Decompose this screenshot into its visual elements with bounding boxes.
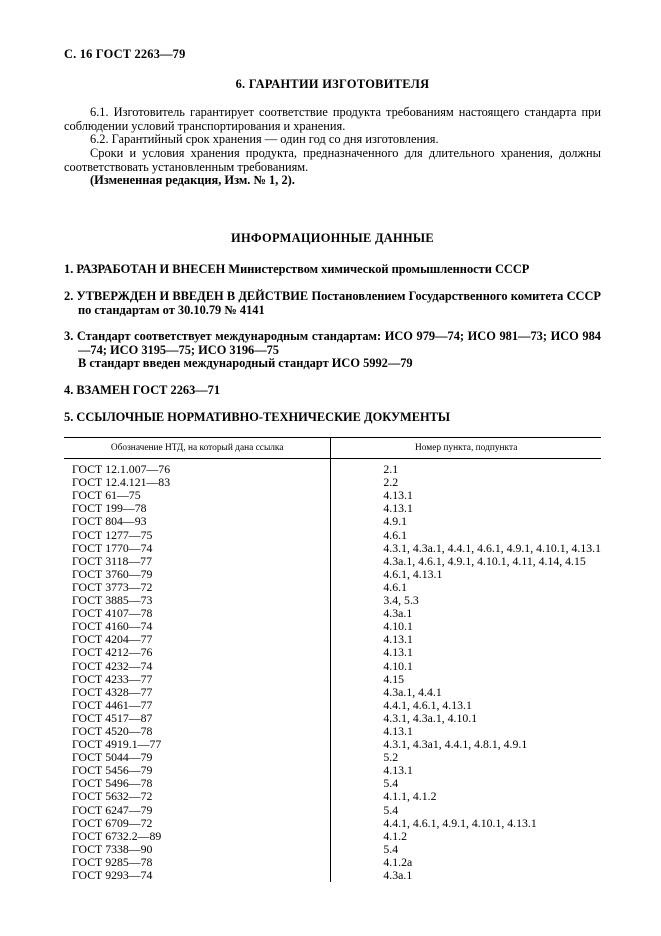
clause-numbers-cell: 4.13.1 (383, 632, 413, 647)
ntd-designation-cell: ГОСТ 4212—76 (64, 646, 331, 659)
ntd-designation-cell: ГОСТ 1277—75 (64, 529, 331, 542)
ntd-designation-cell: ГОСТ 3760—79 (64, 568, 331, 581)
para-amended-note: (Измененная редакция, Изм. № 1, 2). (90, 173, 295, 188)
ntd-designation-cell: ГОСТ 4919.1—77 (64, 738, 331, 751)
clause-numbers-cell: 2.2 (383, 475, 399, 490)
clause-numbers-cell: 4.13.1 (383, 763, 413, 778)
clause-numbers-cell: 4.4.1, 4.6.1, 4.9.1, 4.10.1, 4.13.1 (383, 815, 537, 830)
info-item-5 (64, 411, 601, 425)
ntd-designation-cell: ГОСТ 3773—72 (64, 581, 331, 594)
ntd-designation-cell: ГОСТ 6247—79 (64, 804, 331, 817)
table-row (64, 555, 601, 568)
section-6-title: 6. ГАРАНТИИ ИЗГОТОВИТЕЛЯ (235, 76, 430, 91)
ntd-designation-cell: ГОСТ 6709—72 (64, 817, 331, 830)
table-row (64, 869, 601, 882)
info-items-list (64, 263, 601, 424)
clause-numbers-cell: 4.6.1 (383, 579, 407, 594)
table-row (64, 686, 601, 699)
clause-numbers-cell: 5.2 (383, 750, 399, 765)
clause-numbers-cell: 2.1 (383, 462, 399, 477)
clause-numbers-cell: 4.15 (383, 671, 405, 686)
clause-numbers-cell: 4.13.1 (383, 488, 413, 503)
clause-numbers-cell: 4.3а.1, 4.4.1 (383, 684, 442, 699)
info-item-2 (64, 290, 601, 317)
table-row (64, 712, 601, 725)
info-item-line: 5. ССЫЛОЧНЫЕ НОРМАТИВНО-ТЕХНИЧЕСКИЕ ДОКУМЕНТЫ (64, 409, 451, 424)
ntd-designation-cell: ГОСТ 4232—74 (64, 660, 331, 673)
ntd-designation-cell: ГОСТ 5632—72 (64, 790, 331, 803)
ntd-table-body (64, 459, 601, 883)
ntd-designation-cell: ГОСТ 9285—78 (64, 856, 331, 869)
table-row (64, 542, 601, 555)
table-row (64, 459, 601, 477)
ntd-designation-cell: ГОСТ 4204—77 (64, 633, 331, 646)
table-row (64, 843, 601, 856)
info-item-4 (64, 384, 601, 398)
table-row (64, 817, 601, 830)
clause-numbers-cell: 4.4.1, 4.6.1, 4.13.1 (383, 697, 472, 712)
info-item-line: В стандарт введен международный стандарт ИСО 5992—79 (78, 356, 413, 371)
ntd-designation-cell: ГОСТ 4520—78 (64, 725, 331, 738)
table-row (64, 568, 601, 581)
table-header-row (64, 438, 601, 459)
clause-numbers-cell: 4.1.1, 4.1.2 (383, 789, 437, 804)
ntd-designation-cell: ГОСТ 5456—79 (64, 764, 331, 777)
clause-numbers-cell: 5.4 (383, 841, 399, 856)
table-row (64, 646, 601, 659)
para-6-2: 6.2. Гарантийный срок хранения — один год со дня изготовления. (90, 132, 439, 147)
ntd-designation-cell: ГОСТ 12.4.121—83 (64, 476, 331, 489)
ntd-designation-cell: ГОСТ 804—93 (64, 515, 331, 528)
para-storage-conditions: Сроки и условия хранения продукта, предназначенного для длительного хранения, должны соответствовать установленным требованиям. (64, 145, 601, 174)
info-item-line: 4. ВЗАМЕН ГОСТ 2263—71 (64, 382, 221, 397)
ntd-designation-cell: ГОСТ 6732.2—89 (64, 830, 331, 843)
page-header-label: С. 16 ГОСТ 2263—79 (64, 47, 186, 61)
clause-numbers-cell: 4.1.2 (383, 828, 407, 843)
ntd-designation-cell: ГОСТ 4233—77 (64, 673, 331, 686)
ntd-designation-cell: ГОСТ 199—78 (64, 502, 331, 515)
clause-numbers-cell: 4.3.1, 4.3а1, 4.4.1, 4.8.1, 4.9.1 (383, 737, 528, 752)
clause-numbers-cell: 4.1.2а (383, 854, 413, 869)
clause-numbers-cell: 5.4 (383, 802, 399, 817)
ntd-designation-cell: ГОСТ 12.1.007—76 (64, 459, 331, 477)
para-6-1: 6.1. Изготовитель гарантирует соответствие продукта требованиям настоящего стандарта при соблюдении условий транспортирования и хранения. (64, 105, 601, 133)
table-row (64, 673, 601, 686)
clause-numbers-cell: 4.3.1, 4.3а.1, 4.10.1 (383, 710, 478, 725)
table-row (64, 830, 601, 843)
table-row (64, 529, 601, 542)
clause-numbers-cell: 4.3.1, 4.3а.1, 4.4.1, 4.6.1, 4.9.1, 4.10.1, 4.13.1 (383, 540, 601, 555)
ntd-designation-cell: ГОСТ 4461—77 (64, 699, 331, 712)
ntd-designation-cell: ГОСТ 5496—78 (64, 777, 331, 790)
clause-numbers-cell: 4.13.1 (383, 723, 413, 738)
ntd-designation-cell: ГОСТ 7338—90 (64, 843, 331, 856)
table-row (64, 804, 601, 817)
clause-numbers-cell: 4.6.1 (383, 527, 407, 542)
table-row (64, 699, 601, 712)
clause-numbers-cell: 5.4 (383, 776, 399, 791)
info-section-title: ИНФОРМАЦИОННЫЕ ДАННЫЕ (231, 230, 434, 245)
table-row (64, 660, 601, 673)
table-header-ntd-designation: Обозначение НТД, на который дана ссылка (64, 438, 331, 459)
ntd-designation-cell: ГОСТ 4328—77 (64, 686, 331, 699)
ntd-designation-cell: ГОСТ 3885—73 (64, 594, 331, 607)
table-row (64, 790, 601, 803)
ntd-designation-cell: ГОСТ 5044—79 (64, 751, 331, 764)
table-row (64, 515, 601, 528)
info-item-1 (64, 263, 601, 277)
clause-numbers-cell: 4.3а.1, 4.6.1, 4.9.1, 4.10.1, 4.11, 4.14, 4.15 (383, 553, 586, 568)
clause-numbers-cell: 4.6.1, 4.13.1 (383, 566, 443, 581)
table-row (64, 476, 601, 489)
info-item-3 (64, 330, 601, 371)
ntd-designation-cell: ГОСТ 61—75 (64, 489, 331, 502)
ntd-reference-table (64, 437, 601, 882)
table-header-clause-numbers: Номер пункта, подпункта (331, 438, 601, 459)
clause-numbers-cell: 4.9.1 (383, 514, 407, 529)
clause-numbers-cell: 4.3а.1 (383, 606, 413, 621)
clause-numbers-cell: 4.10.1 (383, 619, 413, 634)
info-item-line: 2. УТВЕРЖДЕН И ВВЕДЕН В ДЕЙСТВИЕ Постановлением Государственного комитета СССР по стандартам от 30.10.79 № 4141 (64, 288, 601, 317)
info-item-line: 3. Стандарт соответствует международным стандартам: ИСО 979—74; ИСО 981—73; ИСО 984—74; ИСО 3195—75; ИСО 3196—75 (64, 329, 601, 357)
info-item-line: 1. РАЗРАБОТАН И ВНЕСЕН Министерством химической промышленности СССР (64, 262, 530, 277)
clause-numbers-cell: 4.10.1 (383, 658, 413, 673)
clause-numbers-cell: 4.13.1 (383, 501, 413, 516)
ntd-designation-cell: ГОСТ 1770—74 (64, 542, 331, 555)
clause-numbers-cell: 3.4, 5.3 (383, 593, 419, 608)
ntd-designation-cell: ГОСТ 9293—74 (64, 869, 331, 882)
ntd-designation-cell: ГОСТ 4160—74 (64, 620, 331, 633)
ntd-designation-cell: ГОСТ 4517—87 (64, 712, 331, 725)
clause-numbers-cell: 4.13.1 (383, 645, 413, 660)
ntd-designation-cell: ГОСТ 3118—77 (64, 555, 331, 568)
clause-numbers-cell: 4.3а.1 (383, 868, 413, 882)
ntd-designation-cell: ГОСТ 4107—78 (64, 607, 331, 620)
